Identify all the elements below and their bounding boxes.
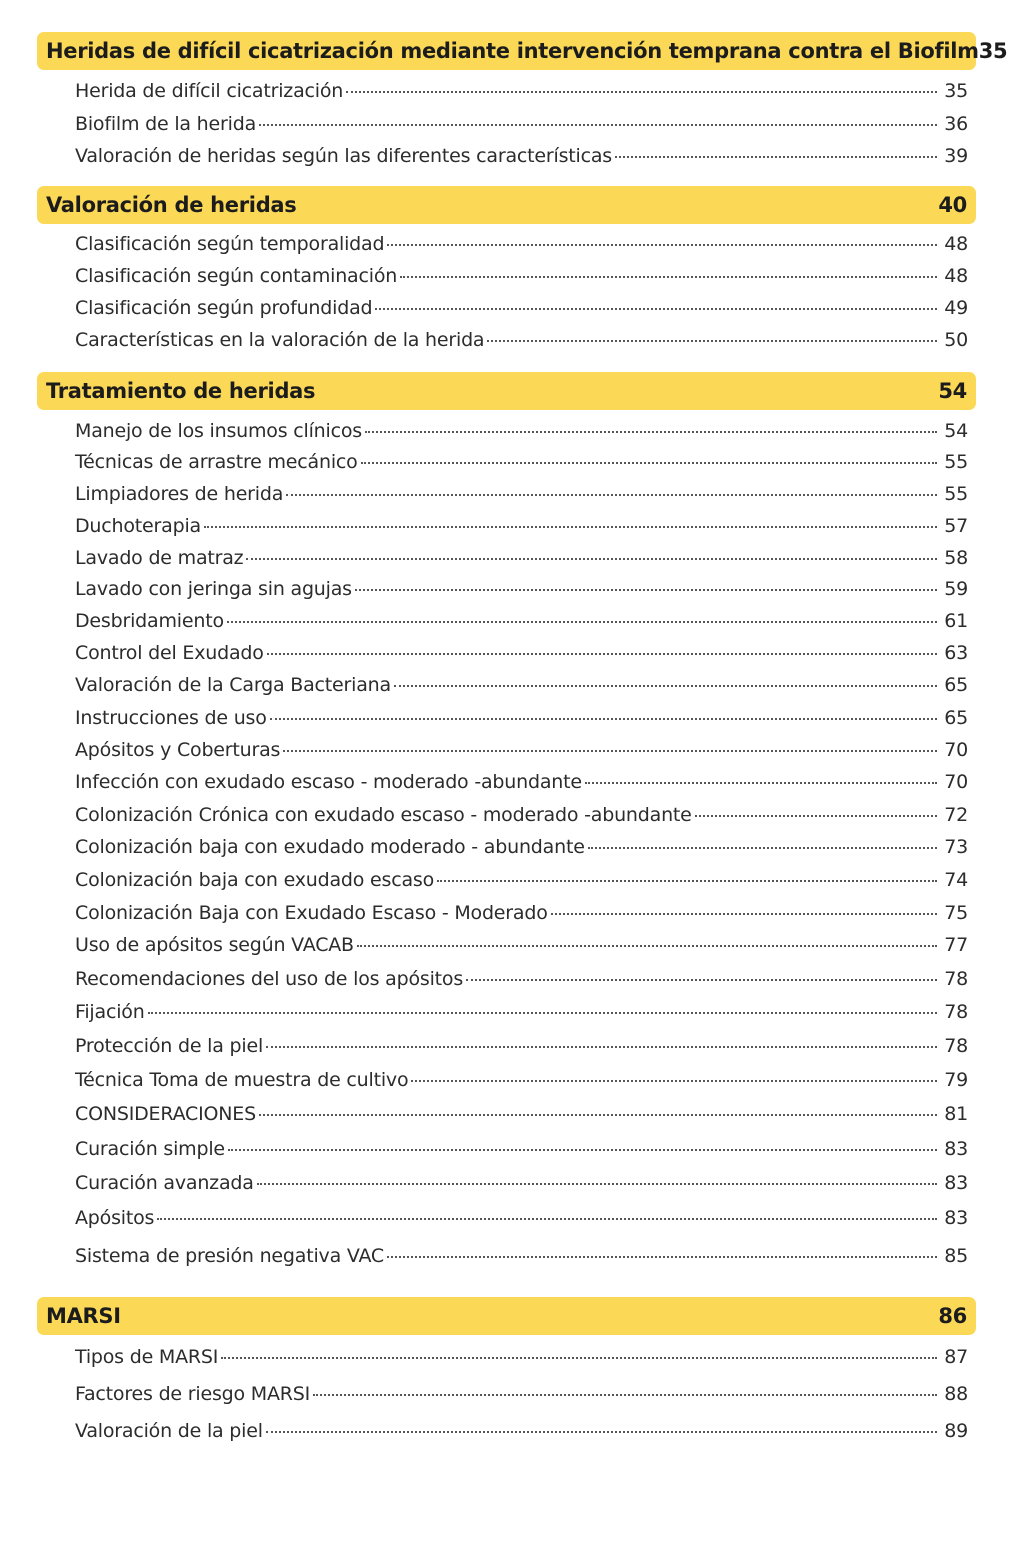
dot-leader bbox=[346, 91, 937, 93]
entry-label: Colonización baja con exudado escaso bbox=[75, 869, 435, 891]
toc-entry[interactable] bbox=[75, 1383, 968, 1405]
dot-leader bbox=[466, 979, 937, 981]
toc-entry[interactable] bbox=[75, 113, 968, 135]
dot-leader bbox=[286, 494, 937, 496]
entry-label: Infección con exudado escaso - moderado -abundante bbox=[75, 771, 582, 793]
toc-entry[interactable] bbox=[75, 451, 968, 473]
toc-entry[interactable] bbox=[75, 1069, 968, 1091]
dot-leader bbox=[313, 1394, 937, 1396]
entry-label: Herida de difícil cicatrización bbox=[75, 80, 344, 102]
entry-page: 39 bbox=[944, 145, 968, 167]
toc-entry[interactable] bbox=[75, 642, 968, 664]
dot-leader bbox=[157, 1218, 937, 1220]
dot-leader bbox=[588, 847, 938, 849]
dot-leader bbox=[267, 653, 938, 655]
dot-leader bbox=[357, 945, 937, 947]
entry-label: Sistema de presión negativa VAC bbox=[75, 1245, 384, 1267]
toc-entry[interactable] bbox=[75, 610, 968, 632]
entry-page: 79 bbox=[944, 1069, 968, 1091]
entry-label: Curación avanzada bbox=[75, 1172, 254, 1194]
entry-page: 88 bbox=[944, 1383, 968, 1405]
dot-leader bbox=[283, 750, 937, 752]
entry-page: 70 bbox=[944, 771, 968, 793]
entry-page: 70 bbox=[944, 739, 968, 761]
section-title: Valoración de heridas bbox=[46, 193, 297, 217]
toc-entry[interactable] bbox=[75, 265, 968, 287]
entry-page: 89 bbox=[944, 1420, 968, 1442]
entry-page: 83 bbox=[944, 1172, 968, 1194]
section-title: Tratamiento de heridas bbox=[46, 379, 316, 403]
entry-page: 61 bbox=[944, 610, 968, 632]
toc-entry[interactable] bbox=[75, 1245, 968, 1267]
entry-label: Uso de apósitos según VACAB bbox=[75, 934, 354, 956]
toc-entry[interactable] bbox=[75, 968, 968, 990]
toc-entry[interactable] bbox=[75, 836, 968, 858]
toc-entry[interactable] bbox=[75, 1172, 968, 1194]
dot-leader bbox=[221, 1357, 937, 1359]
entry-label: Colonización Crónica con exudado escaso - moderado -abundante bbox=[75, 804, 692, 826]
dot-leader bbox=[266, 1431, 937, 1433]
entry-page: 65 bbox=[944, 674, 968, 696]
entry-page: 81 bbox=[944, 1103, 968, 1125]
entry-label: Valoración de la Carga Bacteriana bbox=[75, 674, 391, 696]
toc-entry[interactable] bbox=[75, 804, 968, 826]
entry-label: Duchoterapia bbox=[75, 515, 201, 537]
toc-entry[interactable] bbox=[75, 1035, 968, 1057]
entry-page: 78 bbox=[944, 1001, 968, 1023]
entry-label: Lavado con jeringa sin agujas bbox=[75, 578, 352, 600]
toc-entry[interactable] bbox=[75, 674, 968, 696]
entry-label: Características en la valoración de la herida bbox=[75, 329, 485, 351]
section-header[interactable] bbox=[37, 186, 976, 224]
toc-entry[interactable] bbox=[75, 1420, 968, 1442]
section-header[interactable] bbox=[37, 32, 1008, 70]
toc-entry[interactable] bbox=[75, 902, 968, 924]
toc-entry[interactable] bbox=[75, 1207, 968, 1229]
dot-leader bbox=[387, 244, 937, 246]
dot-leader bbox=[695, 815, 938, 817]
entry-page: 72 bbox=[944, 804, 968, 826]
entry-page: 55 bbox=[944, 483, 968, 505]
toc-entry[interactable] bbox=[75, 483, 968, 505]
entry-label: Apósitos y Coberturas bbox=[75, 739, 281, 761]
section-page: 86 bbox=[938, 1304, 967, 1328]
dot-leader bbox=[204, 526, 937, 528]
toc-entry[interactable] bbox=[75, 771, 968, 793]
dot-leader bbox=[437, 880, 937, 882]
entry-page: 35 bbox=[944, 80, 968, 102]
entry-label: Colonización Baja con Exudado Escaso - Moderado bbox=[75, 902, 548, 924]
entry-label: Limpiadores de herida bbox=[75, 483, 284, 505]
entry-label: Curación simple bbox=[75, 1138, 225, 1160]
section-title: Heridas de difícil cicatrización mediante intervención temprana contra el Biofilm bbox=[46, 39, 979, 63]
dot-leader bbox=[266, 1046, 937, 1048]
entry-label: Valoración de heridas según las diferentes características bbox=[75, 145, 612, 167]
entry-page: 63 bbox=[944, 642, 968, 664]
entry-page: 83 bbox=[944, 1138, 968, 1160]
entry-page: 73 bbox=[944, 836, 968, 858]
toc-entry[interactable] bbox=[75, 145, 968, 167]
dot-leader bbox=[411, 1080, 937, 1082]
dot-leader bbox=[615, 156, 937, 158]
entry-label: Biofilm de la herida bbox=[75, 113, 257, 135]
toc-entry[interactable] bbox=[75, 297, 968, 319]
entry-page: 77 bbox=[944, 934, 968, 956]
dot-leader bbox=[148, 1012, 938, 1014]
toc-entry[interactable] bbox=[75, 420, 968, 442]
toc-entry[interactable] bbox=[75, 934, 968, 956]
toc-entry[interactable] bbox=[75, 1001, 968, 1023]
entry-label: Protección de la piel bbox=[75, 1035, 264, 1057]
dot-leader bbox=[387, 1256, 937, 1258]
dot-leader bbox=[228, 1149, 937, 1151]
toc-entry[interactable] bbox=[75, 869, 968, 891]
entry-label: Factores de riesgo MARSI bbox=[75, 1383, 311, 1405]
entry-page: 74 bbox=[944, 869, 968, 891]
entry-label: Técnica Toma de muestra de cultivo bbox=[75, 1069, 409, 1091]
dot-leader bbox=[585, 782, 937, 784]
entry-label: Control del Exudado bbox=[75, 642, 264, 664]
dot-leader bbox=[259, 1114, 937, 1116]
entry-page: 48 bbox=[944, 233, 968, 255]
toc-entry[interactable] bbox=[75, 547, 968, 569]
dot-leader bbox=[400, 276, 937, 278]
entry-label: CONSIDERACIONES bbox=[75, 1103, 256, 1125]
toc-entry[interactable] bbox=[75, 1138, 968, 1160]
entry-label: Clasificación según profundidad bbox=[75, 297, 373, 319]
entry-label: Lavado de matraz bbox=[75, 547, 244, 569]
toc-entry[interactable] bbox=[75, 329, 968, 351]
entry-page: 59 bbox=[944, 578, 968, 600]
entry-label: Recomendaciones del uso de los apósitos bbox=[75, 968, 464, 990]
entry-label: Manejo de los insumos clínicos bbox=[75, 420, 362, 442]
entry-page: 48 bbox=[944, 265, 968, 287]
toc-entry[interactable] bbox=[75, 578, 968, 600]
entry-page: 50 bbox=[944, 329, 968, 351]
entry-label: Valoración de la piel bbox=[75, 1420, 263, 1442]
entry-page: 65 bbox=[944, 707, 968, 729]
dot-leader bbox=[355, 589, 937, 591]
toc-entry[interactable] bbox=[75, 1103, 968, 1125]
entry-page: 54 bbox=[944, 420, 968, 442]
toc-entry[interactable] bbox=[75, 1346, 968, 1368]
dot-leader bbox=[361, 462, 938, 464]
entry-page: 87 bbox=[944, 1346, 968, 1368]
section-page: 40 bbox=[938, 193, 967, 217]
entry-label: Instrucciones de uso bbox=[75, 707, 267, 729]
entry-page: 83 bbox=[944, 1207, 968, 1229]
dot-leader bbox=[259, 124, 937, 126]
entry-page: 57 bbox=[944, 515, 968, 537]
entry-label: Desbridamiento bbox=[75, 610, 224, 632]
entry-page: 75 bbox=[944, 902, 968, 924]
dot-leader bbox=[394, 685, 937, 687]
entry-page: 58 bbox=[944, 547, 968, 569]
toc-entry[interactable] bbox=[75, 707, 968, 729]
dot-leader bbox=[257, 1183, 938, 1185]
dot-leader bbox=[551, 913, 938, 915]
dot-leader bbox=[227, 621, 937, 623]
entry-label: Fijación bbox=[75, 1001, 145, 1023]
section-header[interactable] bbox=[37, 372, 976, 410]
toc-entry[interactable] bbox=[75, 739, 968, 761]
entry-page: 36 bbox=[944, 113, 968, 135]
toc-entry[interactable] bbox=[75, 515, 968, 537]
section-header[interactable] bbox=[37, 1297, 976, 1335]
toc-entry[interactable] bbox=[75, 80, 968, 102]
entry-label: Tipos de MARSI bbox=[75, 1346, 219, 1368]
toc-entry[interactable] bbox=[75, 233, 968, 255]
section-page: 54 bbox=[938, 379, 967, 403]
section-title: MARSI bbox=[46, 1304, 121, 1328]
dot-leader bbox=[375, 308, 937, 310]
entry-page: 85 bbox=[944, 1245, 968, 1267]
entry-page: 78 bbox=[944, 1035, 968, 1057]
entry-label: Colonización baja con exudado moderado - abundante bbox=[75, 836, 585, 858]
entry-label: Clasificación según temporalidad bbox=[75, 233, 385, 255]
dot-leader bbox=[246, 558, 937, 560]
entry-page: 49 bbox=[944, 297, 968, 319]
entry-page: 78 bbox=[944, 968, 968, 990]
dot-leader bbox=[365, 431, 937, 433]
entry-label: Técnicas de arrastre mecánico bbox=[75, 451, 358, 473]
dot-leader bbox=[270, 718, 938, 720]
dot-leader bbox=[487, 340, 937, 342]
entry-label: Clasificación según contaminación bbox=[75, 265, 398, 287]
section-page: 35 bbox=[978, 39, 1008, 63]
entry-label: Apósitos bbox=[75, 1207, 155, 1229]
entry-page: 55 bbox=[944, 451, 968, 473]
